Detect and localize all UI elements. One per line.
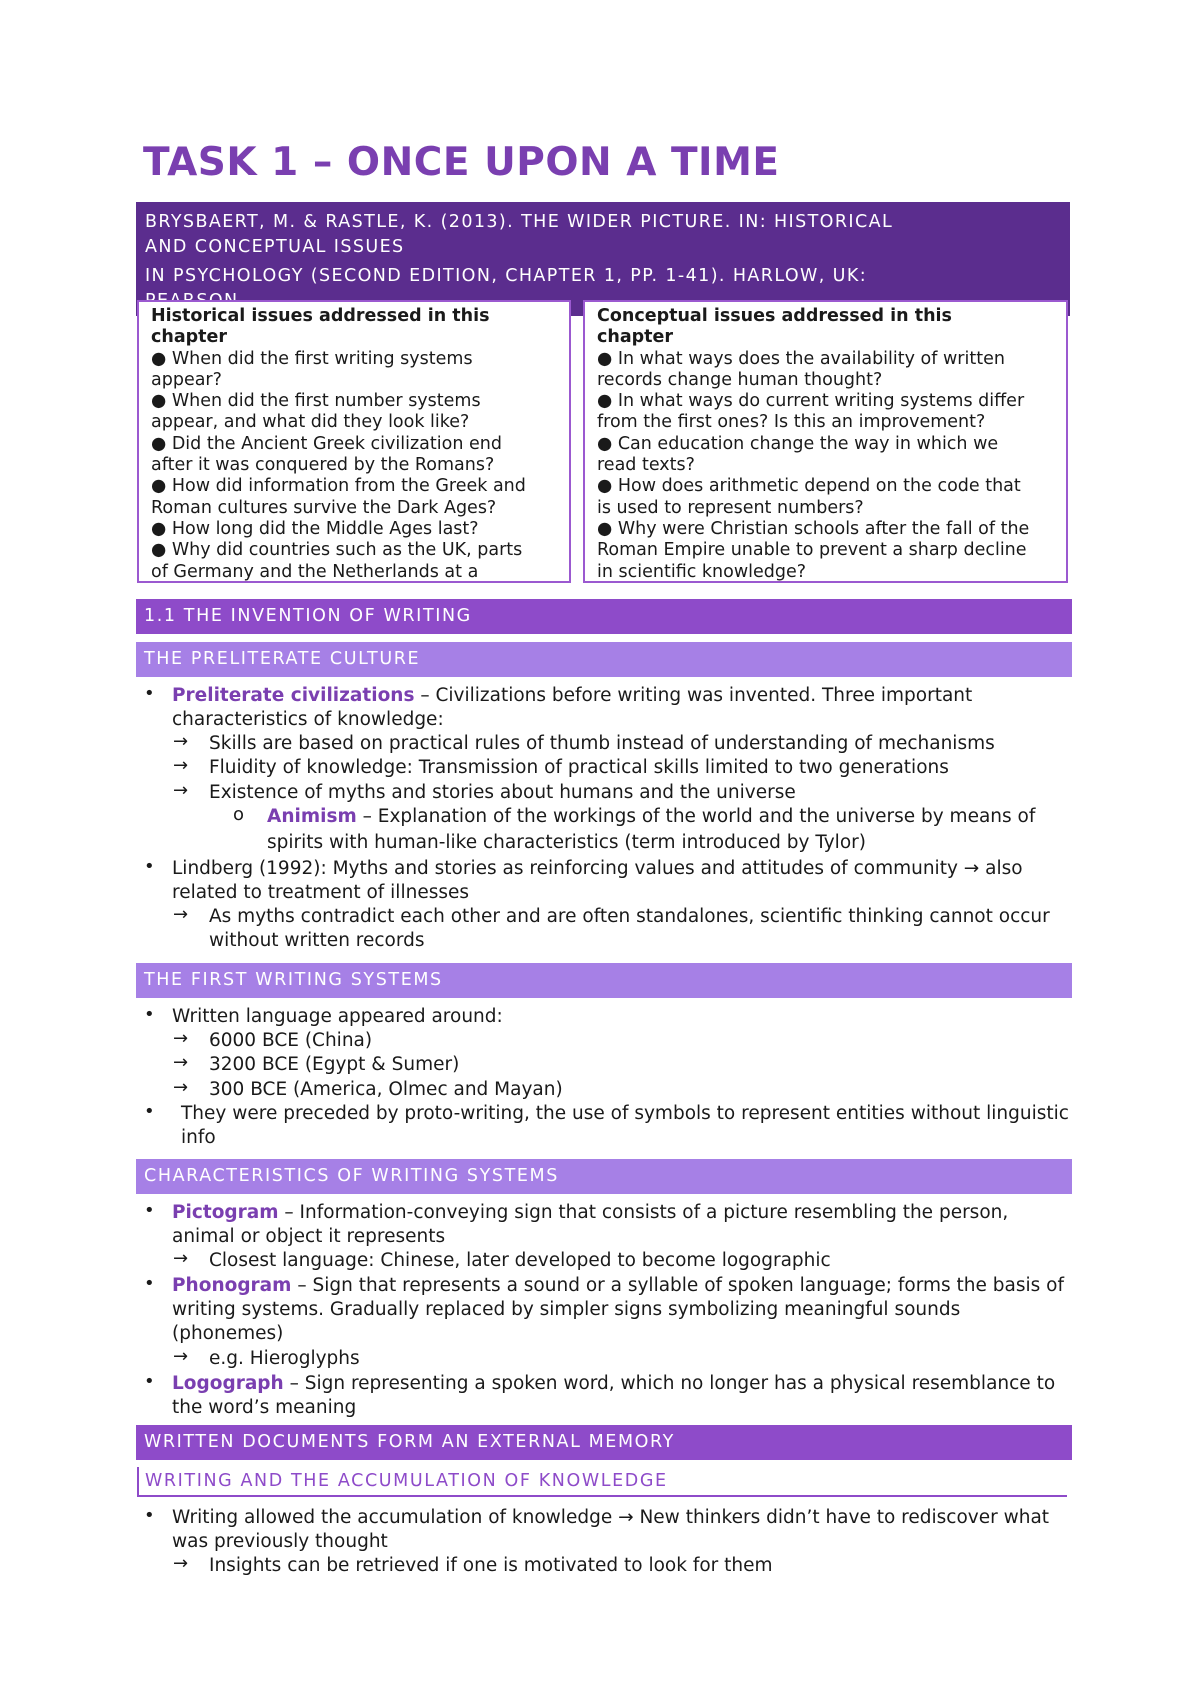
bullet-text: (phonemes) bbox=[172, 1323, 284, 1344]
box-line: ● When did the first writing systems bbox=[151, 348, 473, 369]
conceptual-issues-box bbox=[583, 300, 1068, 583]
bullet-text: Lindberg (1992): Myths and stories as reinforcing values and attitudes of community → also bbox=[172, 858, 1023, 879]
sub-bullet-text: 3200 BCE (Egypt & Sumer) bbox=[209, 1054, 460, 1075]
bullet-marker: • bbox=[144, 1273, 155, 1294]
bullet-marker: • bbox=[144, 1371, 155, 1392]
bullet-text: related to treatment of illnesses bbox=[172, 882, 469, 903]
bullet-marker: • bbox=[144, 683, 155, 704]
term: Phonogram bbox=[172, 1275, 292, 1296]
section-heading: THE PRELITERATE CULTURE bbox=[136, 642, 1072, 677]
bullet-marker: • bbox=[144, 1200, 155, 1221]
sub-bullet-text: Closest language: Chinese, later developed to become logographic bbox=[209, 1250, 831, 1271]
bullet-text: Pictogram – Information-conveying sign that consists of a picture resembling the person, bbox=[172, 1202, 1009, 1223]
arrow-marker: → bbox=[173, 755, 189, 776]
box-line: appear, and what did they look like? bbox=[151, 412, 470, 433]
reference-banner bbox=[136, 202, 1070, 316]
bullet-text: Phonogram – Sign that represents a sound or a syllable of spoken language; forms the basis of bbox=[172, 1275, 1064, 1296]
bullet-text: Preliterate civilizations – Civilizations before writing was invented. Three important bbox=[172, 685, 973, 706]
term: Animism bbox=[267, 806, 357, 827]
bullet-text: Written language appeared around: bbox=[172, 1006, 503, 1027]
page-title: TASK 1 – ONCE UPON A TIME bbox=[143, 140, 780, 185]
box-line: ● Why did countries such as the UK, parts bbox=[151, 540, 523, 561]
bullet-text: animal or object it represents bbox=[172, 1226, 446, 1247]
bullet-text: characteristics of knowledge: bbox=[172, 709, 444, 730]
sub-bullet-text: 300 BCE (America, Olmec and Mayan) bbox=[209, 1079, 563, 1100]
box-line: records change human thought? bbox=[597, 369, 883, 390]
arrow-marker: → bbox=[173, 731, 189, 752]
sub-bullet-text: e.g. Hieroglyphs bbox=[209, 1348, 360, 1369]
bullet-text: info bbox=[181, 1127, 216, 1148]
sub-bullet-text: Existence of myths and stories about humans and the universe bbox=[209, 782, 796, 803]
bullet-marker: • bbox=[144, 1101, 155, 1122]
sub-bullet-text: 6000 BCE (China) bbox=[209, 1030, 373, 1051]
bullet-text: was previously thought bbox=[172, 1531, 388, 1552]
box-line: of Germany and the Netherlands at a bbox=[151, 561, 479, 582]
arrow-marker: → bbox=[173, 1052, 189, 1073]
term: Preliterate civilizations bbox=[172, 685, 415, 706]
section-heading: 1.1 THE INVENTION OF WRITING bbox=[136, 599, 1072, 634]
box-line: is used to represent numbers? bbox=[597, 497, 864, 518]
box-line: ● Did the Ancient Greek civilization end bbox=[151, 433, 502, 454]
box-line: Roman cultures survive the Dark Ages? bbox=[151, 497, 497, 518]
box-line: read texts? bbox=[597, 455, 695, 476]
box-heading: chapter bbox=[597, 327, 674, 348]
section-heading: WRITTEN DOCUMENTS FORM AN EXTERNAL MEMORY bbox=[136, 1425, 1072, 1460]
section-heading: THE FIRST WRITING SYSTEMS bbox=[136, 963, 1072, 998]
sub-bullet-text: As myths contradict each other and are often standalones, scientific thinking cannot occur bbox=[209, 906, 1050, 927]
bullet-text: Logograph – Sign representing a spoken word, which no longer has a physical resemblance to bbox=[172, 1373, 1056, 1394]
term: Pictogram bbox=[172, 1202, 279, 1223]
box-line: ● In what ways do current writing systems differ bbox=[597, 391, 1025, 412]
bullet-marker: • bbox=[144, 1004, 155, 1025]
arrow-marker: → bbox=[173, 780, 189, 801]
subsection-heading: WRITING AND THE ACCUMULATION OF KNOWLEDGE bbox=[137, 1467, 1067, 1497]
box-heading: chapter bbox=[151, 327, 228, 348]
reference-line: AND CONCEPTUAL ISSUES bbox=[145, 237, 405, 257]
box-line: ● How long did the Middle Ages last? bbox=[151, 518, 479, 539]
section-heading: CHARACTERISTICS OF WRITING SYSTEMS bbox=[136, 1159, 1072, 1194]
arrow-marker: → bbox=[173, 1028, 189, 1049]
reference-line: BRYSBAERT, M. & RASTLE, K. (2013). THE WIDER PICTURE. IN: HISTORICAL bbox=[145, 212, 894, 232]
box-line: ● When did the first number systems bbox=[151, 391, 481, 412]
box-line: ● How does arithmetic depend on the code that bbox=[597, 476, 1021, 497]
sub-bullet-text: Skills are based on practical rules of thumb instead of understanding of mechanisms bbox=[209, 733, 995, 754]
box-line: ● Why were Christian schools after the fall of the bbox=[597, 518, 1030, 539]
sub-bullet-text: without written records bbox=[209, 930, 425, 951]
box-line: appear? bbox=[151, 369, 222, 390]
bullet-marker: • bbox=[144, 1505, 155, 1526]
box-line: ● How did information from the Greek and bbox=[151, 476, 526, 497]
arrow-marker: → bbox=[173, 1553, 189, 1574]
reference-line: IN PSYCHOLOGY (SECOND EDITION, CHAPTER 1, PP. 1-41). HARLOW, UK: bbox=[145, 266, 868, 286]
sub-bullet-text: Fluidity of knowledge: Transmission of practical skills limited to two generations bbox=[209, 757, 949, 778]
sub-sub-bullet-text: Animism – Explanation of the workings of the world and the universe by means of bbox=[267, 806, 1036, 827]
sub-bullet-text: Insights can be retrieved if one is motivated to look for them bbox=[209, 1555, 773, 1576]
historical-issues-box bbox=[137, 300, 571, 583]
box-line: Roman Empire unable to prevent a sharp decline bbox=[597, 540, 1027, 561]
circle-marker: o bbox=[233, 804, 245, 825]
bullet-text: the word’s meaning bbox=[172, 1397, 357, 1418]
box-heading: Historical issues addressed in this bbox=[151, 306, 490, 326]
box-line: from the first ones? Is this an improvement? bbox=[597, 412, 986, 433]
arrow-marker: → bbox=[173, 1248, 189, 1269]
term: Logograph bbox=[172, 1373, 284, 1394]
bullet-marker: • bbox=[144, 856, 155, 877]
box-heading: Conceptual issues addressed in this bbox=[597, 306, 952, 326]
box-line: ● Can education change the way in which we bbox=[597, 433, 999, 454]
box-line: after it was conquered by the Romans? bbox=[151, 455, 495, 476]
box-line: in scientific knowledge? bbox=[597, 561, 807, 582]
bullet-text: writing systems. Gradually replaced by simpler signs symbolizing meaningful sounds bbox=[172, 1299, 961, 1320]
box-line: ● In what ways does the availability of written bbox=[597, 348, 1005, 369]
bullet-text: They were preceded by proto-writing, the use of symbols to represent entities without linguistic bbox=[181, 1103, 1069, 1124]
arrow-marker: → bbox=[173, 1346, 189, 1367]
bullet-text: Writing allowed the accumulation of knowledge → New thinkers didn’t have to rediscover what bbox=[172, 1507, 1050, 1528]
arrow-marker: → bbox=[173, 904, 189, 925]
sub-sub-bullet-text: spirits with human-like characteristics (term introduced by Tylor) bbox=[267, 832, 866, 853]
arrow-marker: → bbox=[173, 1077, 189, 1098]
